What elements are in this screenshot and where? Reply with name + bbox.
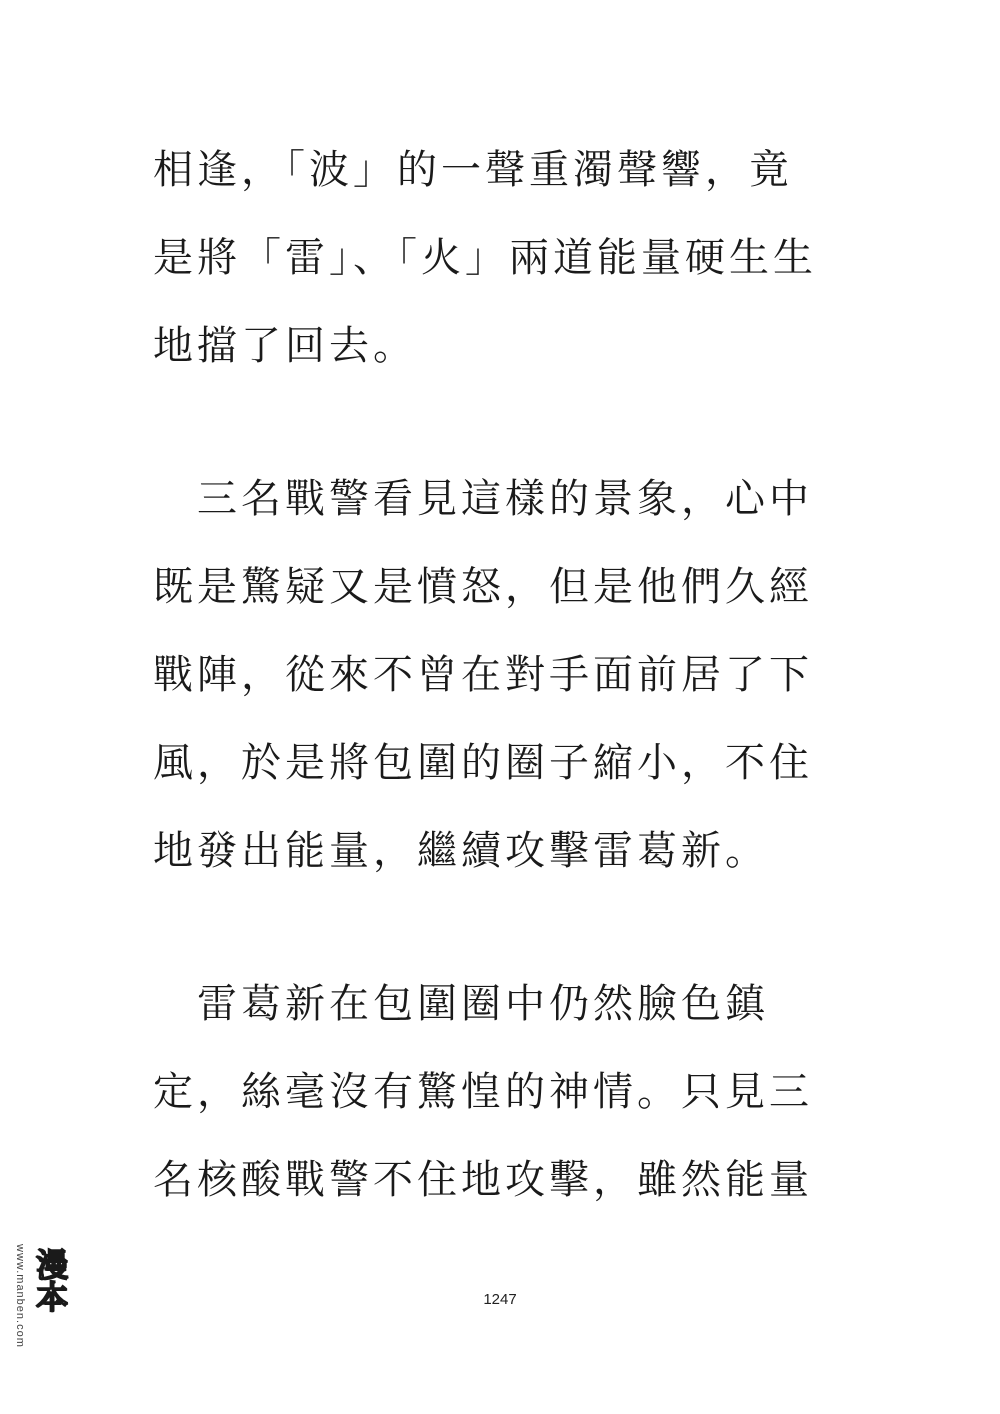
text-line: 風，於是將包圍的圈子縮小，不住 xyxy=(153,740,813,786)
text-line: 地發出能量，繼續攻擊雷葛新。 xyxy=(153,828,769,874)
watermark-logo-text: 漫本 xyxy=(31,1248,69,1312)
text-line: 既是驚疑又是憤怒，但是他們久經 xyxy=(153,564,813,610)
text-line: 地擋了回去。 xyxy=(153,323,417,369)
page-number: 1247 xyxy=(483,1291,517,1308)
watermark-logo xyxy=(6,1244,70,1406)
text-line: 定，絲毫沒有驚惶的神情。只見三 xyxy=(153,1069,813,1115)
text-line: 是將「雷」、「火」兩道能量硬生生 xyxy=(153,235,817,281)
text-line: 雷葛新在包圍圈中仍然臉色鎮 xyxy=(153,981,769,1027)
text-line: 相逢，「波」的一聲重濁聲響，竟 xyxy=(153,147,793,193)
text-line: 戰陣，從來不曾在對手面前居了下 xyxy=(153,652,813,698)
watermark-url: www.manben.com xyxy=(14,1244,26,1348)
text-line: 名核酸戰警不住地攻擊，雖然能量 xyxy=(153,1157,813,1203)
text-line: 三名戰警看見這樣的景象，心中 xyxy=(153,476,813,522)
